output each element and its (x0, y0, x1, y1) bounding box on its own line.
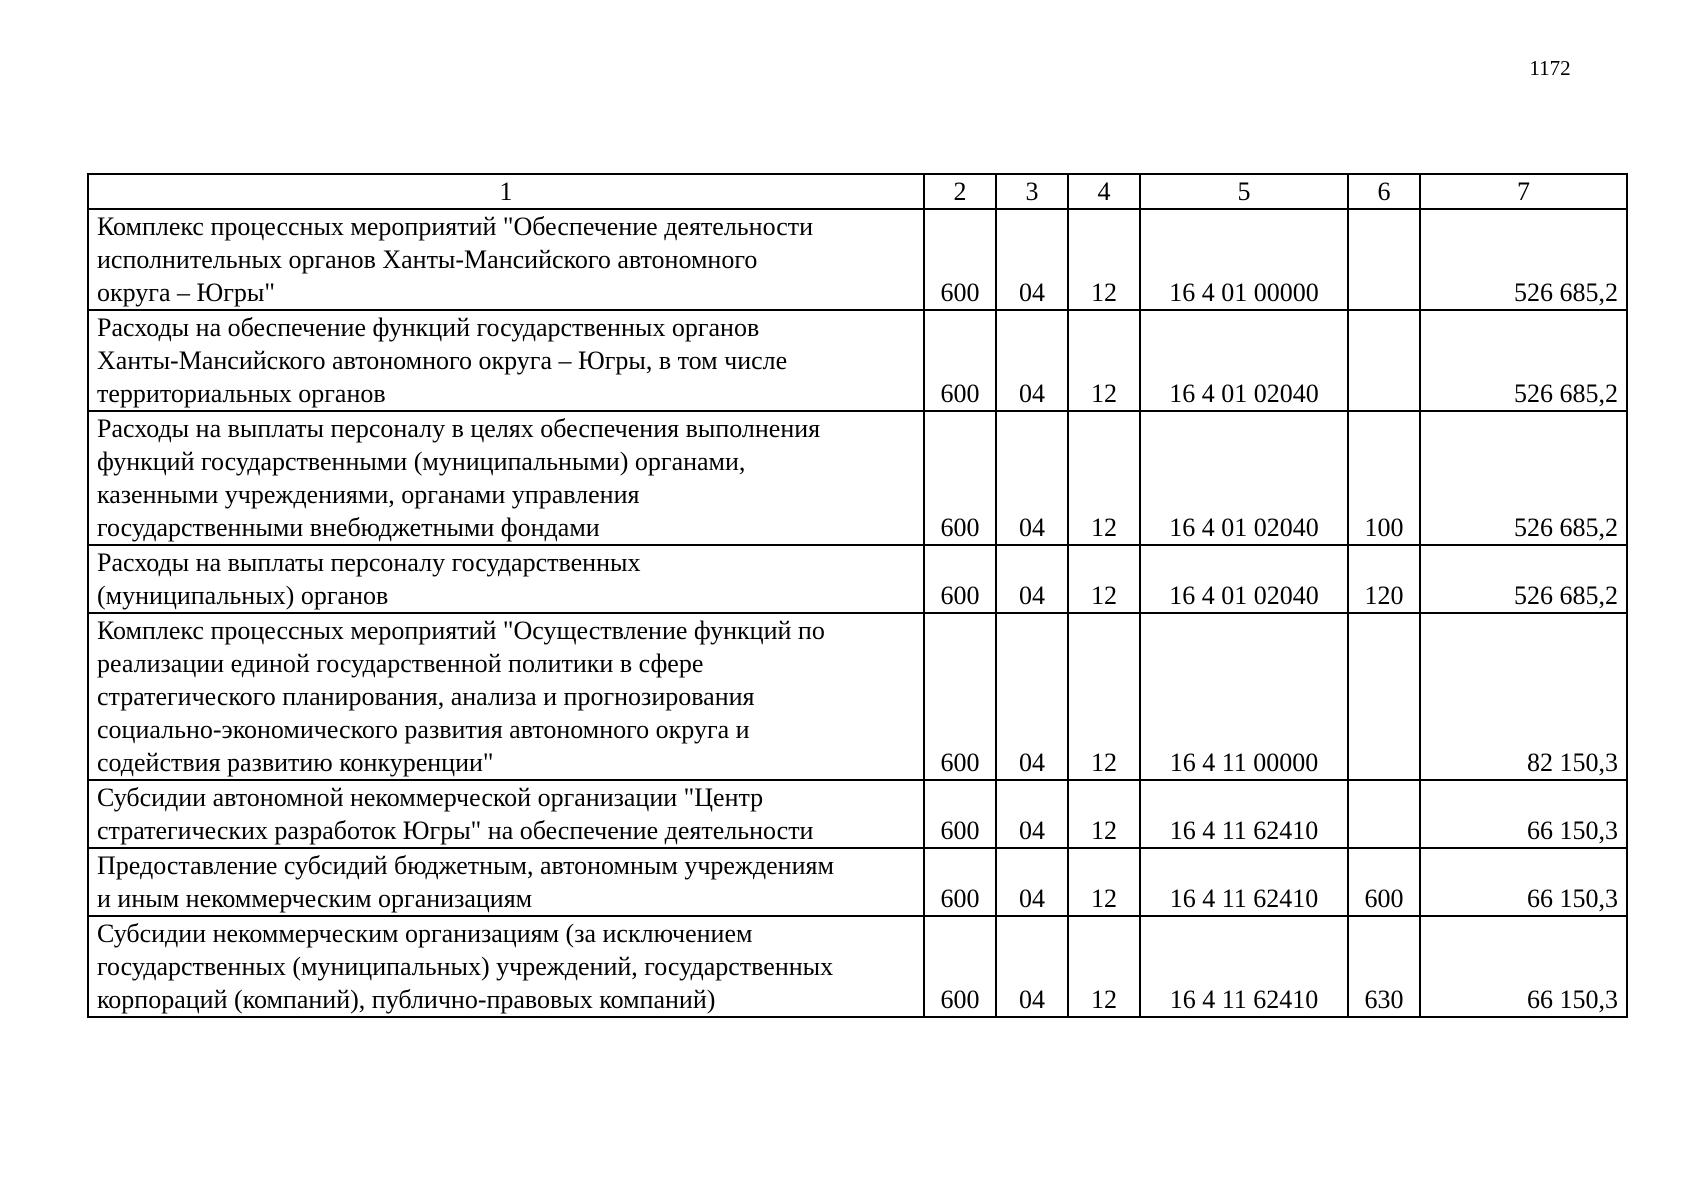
row-code-4: 12 (1068, 209, 1140, 310)
row-code-4: 12 (1068, 310, 1140, 411)
row-code-6 (1348, 209, 1420, 310)
row-code-6: 120 (1348, 545, 1420, 613)
row-code-4: 12 (1068, 411, 1140, 545)
row-code-5: 16 4 11 62410 (1140, 916, 1348, 1017)
row-name: Предоставление субсидий бюджетным, автономным учреждениям и иным некоммерческим организациям (88, 848, 924, 916)
table-row (88, 310, 1627, 411)
column-header: 5 (1140, 174, 1348, 209)
row-code-5: 16 4 01 00000 (1140, 209, 1348, 310)
column-header: 4 (1068, 174, 1140, 209)
row-amount: 66 150,3 (1420, 848, 1627, 916)
row-code-3: 04 (996, 613, 1068, 780)
row-amount: 526 685,2 (1420, 411, 1627, 545)
row-name: Субсидии некоммерческим организациям (за исключением государственных (муниципальных) учреждений, государственных корпораций (компаний), публично-правовых компаний) (88, 916, 924, 1017)
column-header: 6 (1348, 174, 1420, 209)
row-code-6: 630 (1348, 916, 1420, 1017)
row-code-5: 16 4 11 62410 (1140, 780, 1348, 848)
row-name: Комплекс процессных мероприятий "Осуществление функций по реализации единой государственной политики в сфере стратегического планирования, анализа и прогнозирования социально-экономического развития автономного округа и содействия развитию конкуренции" (88, 613, 924, 780)
row-code-2: 600 (924, 411, 996, 545)
row-code-3: 04 (996, 916, 1068, 1017)
row-code-3: 04 (996, 310, 1068, 411)
column-header: 7 (1420, 174, 1627, 209)
row-amount: 526 685,2 (1420, 545, 1627, 613)
row-code-5: 16 4 11 62410 (1140, 848, 1348, 916)
table-row (88, 780, 1627, 848)
row-code-2: 600 (924, 613, 996, 780)
row-code-5: 16 4 01 02040 (1140, 545, 1348, 613)
row-code-5: 16 4 11 00000 (1140, 613, 1348, 780)
row-code-5: 16 4 01 02040 (1140, 310, 1348, 411)
row-code-5: 16 4 01 02040 (1140, 411, 1348, 545)
row-amount: 66 150,3 (1420, 780, 1627, 848)
row-code-2: 600 (924, 916, 996, 1017)
header-row (88, 174, 1627, 209)
row-code-2: 600 (924, 545, 996, 613)
row-name: Субсидии автономной некоммерческой организации "Центр стратегических разработок Югры" на обеспечение деятельности (88, 780, 924, 848)
table-row (88, 848, 1627, 916)
row-code-6 (1348, 613, 1420, 780)
column-header: 3 (996, 174, 1068, 209)
budget-table (87, 173, 1628, 1018)
row-code-3: 04 (996, 545, 1068, 613)
row-code-6 (1348, 780, 1420, 848)
row-code-2: 600 (924, 310, 996, 411)
row-code-3: 04 (996, 780, 1068, 848)
row-code-6 (1348, 310, 1420, 411)
row-code-4: 12 (1068, 545, 1140, 613)
table-row (88, 209, 1627, 310)
row-name: Комплекс процессных мероприятий "Обеспечение деятельности исполнительных органов Ханты-Мансийского автономного округа – Югры" (88, 209, 924, 310)
column-header: 1 (88, 174, 924, 209)
row-amount: 82 150,3 (1420, 613, 1627, 780)
row-amount: 526 685,2 (1420, 209, 1627, 310)
row-code-2: 600 (924, 209, 996, 310)
row-code-2: 600 (924, 780, 996, 848)
row-code-6: 600 (1348, 848, 1420, 916)
row-code-4: 12 (1068, 613, 1140, 780)
row-amount: 66 150,3 (1420, 916, 1627, 1017)
row-name: Расходы на выплаты персоналу государственных (муниципальных) органов (88, 545, 924, 613)
row-code-3: 04 (996, 411, 1068, 545)
row-code-4: 12 (1068, 916, 1140, 1017)
page-number: 1172 (1529, 56, 1571, 80)
row-code-4: 12 (1068, 780, 1140, 848)
row-code-2: 600 (924, 848, 996, 916)
row-code-3: 04 (996, 848, 1068, 916)
row-amount: 526 685,2 (1420, 310, 1627, 411)
column-header: 2 (924, 174, 996, 209)
row-code-6: 100 (1348, 411, 1420, 545)
row-code-3: 04 (996, 209, 1068, 310)
row-name: Расходы на выплаты персоналу в целях обеспечения выполнения функций государственными (муниципальными) органами, казенными учреждениями, органами управления государственными внебюджетными фондами (88, 411, 924, 545)
table-row (88, 545, 1627, 613)
row-name: Расходы на обеспечение функций государственных органов Ханты-Мансийского автономного округа – Югры, в том числе территориальных органов (88, 310, 924, 411)
row-code-4: 12 (1068, 848, 1140, 916)
table-row (88, 916, 1627, 1017)
table-row (88, 613, 1627, 780)
table-row (88, 411, 1627, 545)
